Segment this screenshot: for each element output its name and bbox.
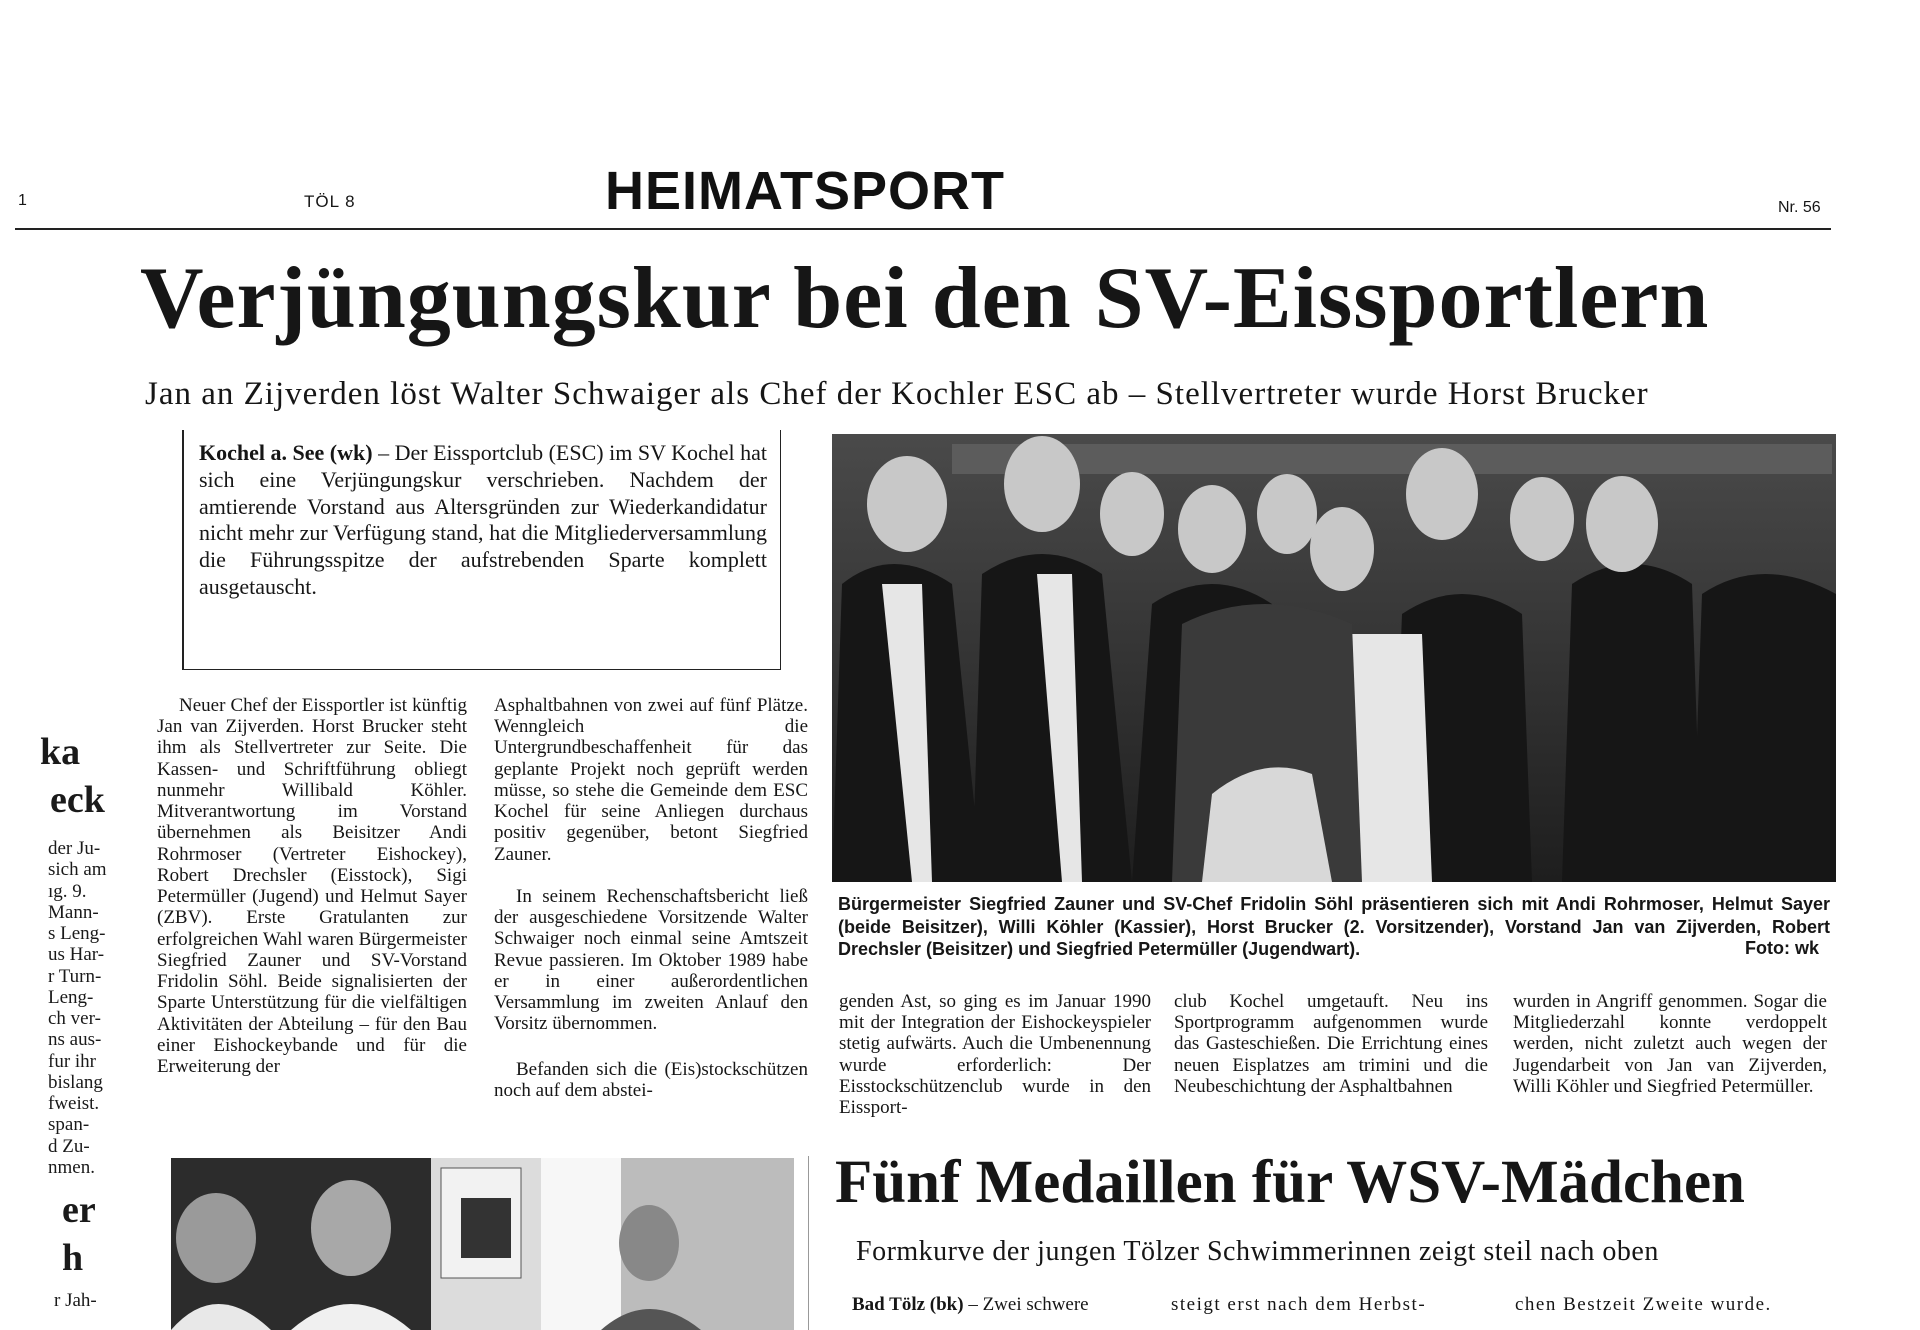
left-fragment-line: ch ver- xyxy=(48,1008,101,1030)
column-4-paragraph: club Kochel umgetauft. Neu ins Sportprogramm aufgenommen wurde das Gasteschießen. Die Errichtung eines neuen Eisplatzes am trimini und die Neubeschichtung der Asphaltbahnen xyxy=(1174,991,1488,1097)
left-fragment-line: nmen. xyxy=(48,1156,95,1178)
column-divider xyxy=(808,1156,809,1330)
left-fragment-line: bislang xyxy=(48,1071,103,1093)
intro-body: – Der Eissportclub (ESC) im SV Kochel hat sich eine Verjüngungskur verschrieben. Nachdem der amtierende Vorstand aus Altersgründen zur Wiederkandidatur nicht mehr zur Verfügung stand, hat die Mitgliederversammlung die Führungsspitze der aufstrebenden Sparte komplett ausgetauscht. xyxy=(199,440,768,600)
column-1-paragraph: Neuer Chef der Eissportler ist künftig Jan van Zijverden. Horst Brucker steht ihm als Stellvertreter zur Seite. Die Kassen- und Schriftführung obliegt nunmehr Willibald Köhler. Mitverantwortung im Vorstand übernehmen als Beisitzer Andi Rohrmoser (Vertreter Eishockey), Robert Drechsler (Eisstock), Sigi Petermüller (Jugend) und Helmut Sayer (ZBV). Erste Gratulanten zur erfolgreichen Wahl waren Bürgermeister Siegfried Zauner und SV-Vorstand Fridolin Söhl. Beide signalisierten der Sparte Unterstützung für die vielfältigen Aktivitäten der Abteilung – für den Bau einer Eishockeybande und für die Erweiterung der xyxy=(157,695,467,1077)
masthead-left-fragment: 1 xyxy=(18,192,27,209)
intro-box xyxy=(182,430,781,670)
bottom-photo-image xyxy=(171,1158,794,1330)
column-5-paragraph: wurden in Angriff genommen. Sogar die Mitgliederzahl konnte verdoppelt werden, nicht zuletzt auch wegen der Jugendarbeit von Jan van Zijverden, Willi Köhler und Siegfried Petermüller. xyxy=(1513,991,1827,1097)
group-photo xyxy=(832,434,1836,882)
article-column-2 xyxy=(494,695,808,1101)
left-fragment-line: ns aus- xyxy=(48,1029,102,1051)
article2-column-3: chen Bestzeit Zweite wurde. xyxy=(1515,1294,1772,1315)
section-title: HEIMATSPORT xyxy=(605,161,1005,221)
page-number: TÖL 8 xyxy=(304,192,356,211)
article-column-3 xyxy=(839,991,1151,1118)
article2-column-1-text: – Zwei schwere xyxy=(963,1294,1089,1315)
column-3-paragraph: genden Ast, so ging es im Januar 1990 mit der Integration der Eishockeyspieler stetig aufwärts. Auch die Umbenennung wurde erforderlich: Der Eisstockschützenclub wurde in den Eissport- xyxy=(839,991,1151,1119)
left-fragment-line: r Turn- xyxy=(48,965,102,987)
column-2-paragraph-3: Befanden sich die (Eis)stockschützen noch auf dem abstei- xyxy=(494,1058,808,1101)
left-fragment-lines xyxy=(48,838,168,1178)
left-fragment-last-line: r Jah- xyxy=(54,1290,97,1311)
photo-credit: Foto: wk xyxy=(1745,938,1819,958)
left-fragment-line: s Leng- xyxy=(48,923,106,945)
article-column-1 xyxy=(157,695,467,1077)
left-fragment-line: span- xyxy=(48,1114,90,1136)
left-fragment-line: d Zu- xyxy=(48,1135,90,1157)
left-fragment-heading-2: eck xyxy=(50,779,105,821)
column-2-paragraph-2: In seinem Rechenschaftsbericht ließ der ausgeschiedene Vorsitzende Walter Schwaiger noch einmal seine Amtszeit Revue passieren. Im Oktober 1989 habe er in einer außerordentlichen Versammlung im zweiten Anlauf den Vorsitz übernommen. xyxy=(494,885,808,1035)
bottom-photo xyxy=(171,1158,794,1330)
left-fragment-heading-1: ka xyxy=(40,731,81,773)
column-2-paragraph-1: Asphaltbahnen von zwei auf fünf Plätze. Wenngleich die Untergrundbeschaffenheit für das geplante Projekt noch geprüft werden müsse, so stehe die Gemeinde dem ESC Kochel für seine Anliegen durchaus positiv gegenüber, betont Siegfried Zauner. xyxy=(494,695,808,865)
intro-text xyxy=(199,440,767,601)
article-headline: Verjüngungskur bei den SV-Eissportlern xyxy=(140,250,1710,347)
left-fragment-heading-4: h xyxy=(62,1237,84,1279)
article2-dateline: Bad Tölz (bk) xyxy=(852,1294,964,1315)
article2-column-2: steigt erst nach dem Herbst- xyxy=(1171,1294,1427,1315)
article2-subheadline: Formkurve der jungen Tölzer Schwimmerinnen zeigt steil nach oben xyxy=(856,1236,1659,1267)
article-column-5 xyxy=(1513,991,1827,1097)
article-column-4 xyxy=(1174,991,1488,1097)
left-fragment-line: fur ihr xyxy=(48,1050,97,1072)
left-fragment-line: sich am xyxy=(48,859,107,881)
intro-dateline: Kochel a. See (wk) xyxy=(199,440,373,465)
article2-headline: Fünf Medaillen für WSV-Mädchen xyxy=(835,1149,1745,1216)
left-fragment-line: us Har- xyxy=(48,944,105,966)
article2-column-1 xyxy=(852,1294,1089,1316)
left-fragment-heading-3: er xyxy=(62,1189,96,1231)
left-fragment-line: Leng- xyxy=(48,986,94,1008)
left-fragment-line: ıg. 9. xyxy=(48,880,87,902)
masthead-rule xyxy=(15,228,1831,230)
issue-number: Nr. 56 xyxy=(1778,199,1821,216)
photo-caption: Bürgermeister Siegfried Zauner und SV-Chef Fridolin Söhl präsentieren sich mit Andi Rohrmoser, Helmut Sayer (beide Beisitzer), Willi Köhler (Kassier), Horst Brucker (2. Vorsitzender), Vorstand Jan van Zijverden, Robert Drechsler (Beisitzer) und Siegfried Petermüller (Jugendwart). xyxy=(838,894,1830,959)
left-fragment-line: Mann- xyxy=(48,901,99,923)
group-photo-image xyxy=(832,434,1836,882)
article-subheadline: Jan an Zijverden löst Walter Schwaiger als Chef der Kochler ESC ab – Stellvertreter wurde Horst Brucker xyxy=(145,376,1649,412)
left-fragment-line: der Ju- xyxy=(48,838,101,859)
left-fragment-line: fweist. xyxy=(48,1093,100,1115)
